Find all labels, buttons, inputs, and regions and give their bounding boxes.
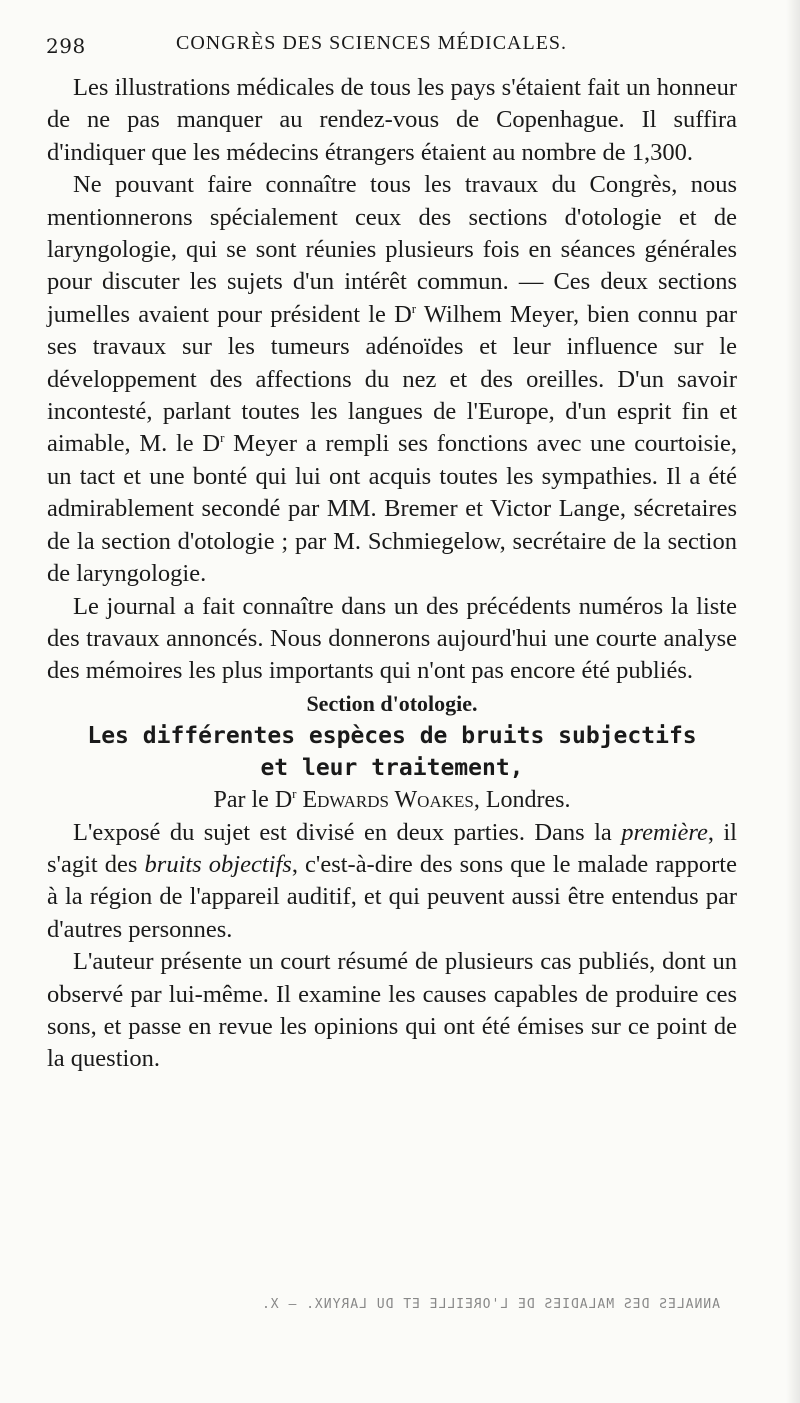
running-head: CONGRÈS DES SCIENCES MÉDICALES. bbox=[176, 32, 568, 54]
article-byline: Par le $D^r$ Edwards Woakes, Londres. bbox=[213, 786, 571, 814]
body-text bbox=[47, 72, 737, 1076]
paragraph-intro: Les illustrations médicales de tous les pays s'étaient fait un honneur de ne pas manquer au rendez-vous de Copenhague. Il suffira d'indiquer que les médecins étrangers étaient au nombre de 1,300. bbox=[47, 74, 737, 166]
article-title-line-2: et leur traitement, bbox=[260, 755, 524, 782]
page-edge-shadow bbox=[786, 0, 800, 1403]
page-header bbox=[46, 32, 746, 62]
paragraph-journal: Le journal a fait connaître dans un des précédents numéros la liste des travaux annoncés. Nous donnerons aujourd'hui une courte analyse des mémoires les plus importants qui n'ont pas encore été publiés. bbox=[47, 592, 737, 685]
article-title-line-1: Les différentes espèces de bruits subjectifs bbox=[87, 723, 697, 750]
show-through-footer: ANNALES DES MALADIES DE L'OREILLE ET DU LARYNX. — X. bbox=[261, 1297, 720, 1312]
paragraph-sections: Ne pouvant faire connaître tous les travaux du Congrès, nous mentionnerons spécialement ceux des sections d'otologie et de laryngologie, qui se sont réunies plusieurs fois en séances générales pour discuter les sujets d'un intérêt commun. — Ces deux sections jumelles avaient pour président le $D^r$ Wilhem Meyer, bien connu par ses travaux sur les tumeurs adénoïdes et leur influence sur le développement des affections du nez et des oreilles. D'un savoir incontesté, parlant toutes les langues de l'Europe, d'un esprit fin et aimable, M. le $D^r$ Meyer a rempli ses fonctions avec une courtoisie, un tact et une bonté qui lui ont acquis toutes les sympathies. Il a été admirablement secondé par MM. Bremer et Victor Lange, sécretaires de la section d'otologie ; par M. Schmiegelow, secrétaire de la section de laryngologie. bbox=[47, 171, 737, 588]
article-paragraph-2: L'auteur présente un court résumé de plusieurs cas publiés, dont un observé par lui-même. Il examine les causes capables de produire ces sons, et passe en revue les opinions qui ont été émises sur ce point de la question. bbox=[47, 948, 737, 1073]
section-heading: Section d'otologie. bbox=[306, 690, 478, 716]
article-paragraph-1: L'exposé du sujet est divisé en deux parties. Dans la première, il s'agit des bruits objectifs, c'est-à-dire des sons que le malade rapporte à la région de l'appareil auditif, et qui peuvent aussi être entendus par d'autres personnes. bbox=[47, 818, 737, 943]
page-number: 298 bbox=[46, 34, 86, 58]
